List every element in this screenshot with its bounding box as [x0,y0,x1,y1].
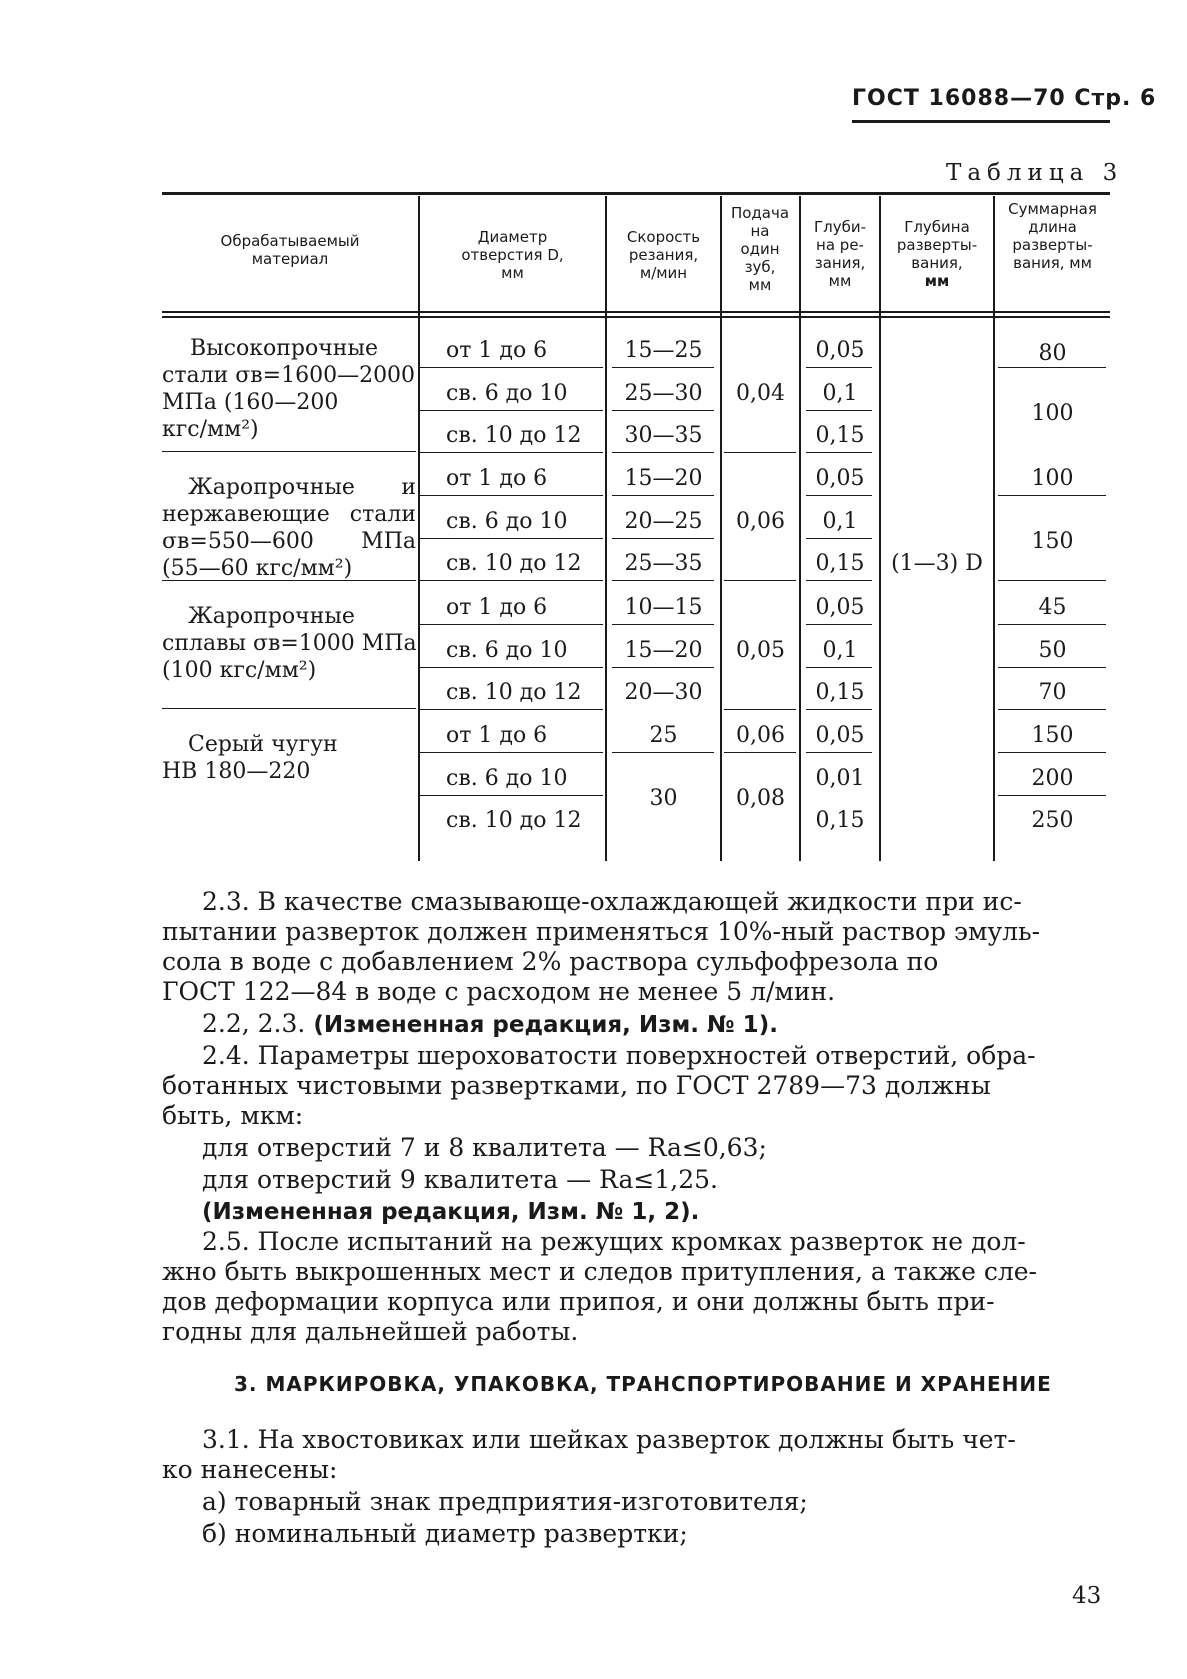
diameter-cell: св. 10 до 12 [446,423,582,448]
table-top-rule [162,192,1110,195]
length-cell: 100 [1031,466,1074,491]
depth-cell: 0,01 [815,766,865,791]
diameter-cell: от 1 до 6 [446,466,548,491]
row-rule [612,752,714,753]
row-rule [420,709,603,710]
header-cell-cut-depth: Глуби- на ре- зания, мм [813,218,867,290]
length-cell: 45 [1038,595,1067,620]
amendment-note: (Измененная редакция, Изм. № 1, 2). [202,1199,700,1225]
row-rule [612,452,714,453]
amendment-note: 2.2, 2.3. (Измененная редакция, Изм. № 1). [202,1009,778,1038]
length-cell: 200 [1031,766,1074,791]
header-cell-material: Обрабатываемый материал [220,232,360,268]
depth-cell: 0,1 [822,381,858,406]
row-rule [998,580,1106,581]
diameter-cell: от 1 до 6 [446,338,548,363]
material-cell: Серый чугун НВ 180—220 [162,732,338,784]
row-rule [420,580,603,581]
header-cell-diameter: Диаметр отверстия D, мм [461,228,564,282]
row-rule [998,709,1106,710]
material-cell: Жаропрочные и нержавеющие стали σв=550—600 МПа (55—60 кгс/мм²) [162,475,416,581]
row-rule [724,580,796,581]
depth-cell: 0,1 [822,638,858,663]
speed-cell: 15—20 [624,638,703,663]
depth-cell: 0,15 [815,423,865,448]
depth-cell: 0,15 [815,551,865,576]
length-cell: 50 [1038,638,1067,663]
document-header-code: ГОСТ 16088—70 Стр. 6 [852,86,1157,111]
table-title: Таблица 3 [946,160,1124,186]
header-rule-1 [162,311,1110,313]
depth-cell: 0,15 [815,808,865,833]
speed-cell: 15—25 [624,338,703,363]
diameter-cell: св. 10 до 12 [446,808,582,833]
depth-cell: 0,05 [815,723,865,748]
row-rule [420,795,603,796]
speed-cell: 20—25 [624,509,703,534]
row-rule [806,538,872,539]
diameter-cell: св. 6 до 10 [446,766,568,791]
row-rule [612,624,714,625]
feed-cell: 0,04 [736,381,785,406]
header-rule-2 [162,316,1110,318]
depth-cell: 0,05 [815,595,865,620]
row-rule [612,495,714,496]
row-rule [998,624,1106,625]
row-rule [998,795,1106,796]
speed-cell: 30—35 [624,423,703,448]
row-rule [724,709,796,710]
row-rule [612,410,714,411]
group-rule [162,451,416,452]
header-cell-total-length: Суммарная длина разверты- вания, мм [1008,200,1097,272]
col-divider-1 [418,196,420,861]
speed-cell: 30 [649,786,678,811]
row-rule [806,452,872,453]
speed-cell: 25—30 [624,381,703,406]
diameter-cell: от 1 до 6 [446,723,548,748]
row-rule [806,367,872,368]
col-divider-5 [879,196,881,861]
row-rule [806,580,872,581]
row-rule [420,452,603,453]
feed-cell: 0,08 [736,786,785,811]
speed-cell: 20—30 [624,680,703,705]
diameter-cell: св. 6 до 10 [446,381,568,406]
section-3-title: 3. МАРКИРОВКА, УПАКОВКА, ТРАНСПОРТИРОВАНИЕ И ХРАНЕНИЕ [234,1372,1052,1396]
row-rule [420,495,603,496]
row-rule [724,452,796,453]
page-number: 43 [1072,1583,1102,1609]
diameter-cell: св. 6 до 10 [446,638,568,663]
length-cell: 80 [1038,341,1067,366]
speed-cell: 10—15 [624,595,703,620]
speed-cell: 25—35 [624,551,703,576]
row-rule [420,667,603,668]
header-rule [852,120,1110,123]
header-cell-feed: Подача на один зуб, мм [730,204,790,294]
diameter-cell: от 1 до 6 [446,595,548,620]
group-rule [162,708,416,709]
row-rule [420,538,603,539]
row-rule [612,580,714,581]
diameter-cell: св. 10 до 12 [446,551,582,576]
row-rule [806,752,872,753]
feed-cell: 0,06 [736,723,785,748]
feed-cell: 0,06 [736,509,785,534]
row-rule [724,752,796,753]
material-cell: Высокопрочные стали σв=1600—2000 МПа (160—200 кгс/мм²) [162,336,416,442]
length-cell: 70 [1038,680,1067,705]
row-rule [420,624,603,625]
diameter-cell: св. 6 до 10 [446,509,568,534]
depth-cell: 0,05 [815,338,865,363]
depth-cell: 0,05 [815,466,865,491]
row-rule [420,752,603,753]
diameter-cell: св. 10 до 12 [446,680,582,705]
row-rule [998,667,1106,668]
row-rule [420,367,603,368]
row-rule [806,410,872,411]
feed-cell: 0,05 [736,638,785,663]
row-rule [806,624,872,625]
header-cell-ream-depth: Глубина разверты- вания, мм [896,218,978,290]
length-cell: 150 [1031,723,1074,748]
row-rule [612,667,714,668]
row-rule [806,667,872,668]
row-rule [612,367,714,368]
row-rule [806,709,872,710]
row-rule [420,410,603,411]
row-rule [612,538,714,539]
reaming-depth-cell: (1—3) D [891,551,983,576]
row-rule [998,495,1106,496]
row-rule [998,752,1106,753]
length-cell: 250 [1031,808,1074,833]
header-cell-speed: Скорость резания, м/мин [626,228,701,282]
length-cell: 150 [1031,529,1074,554]
speed-cell: 15—20 [624,466,703,491]
row-rule [806,495,872,496]
length-cell: 100 [1031,401,1074,426]
depth-cell: 0,1 [822,509,858,534]
speed-cell: 25 [649,723,678,748]
material-cell: Жаропрочные сплавы σв=1000 МПа (100 кгс/мм²) [162,604,417,683]
depth-cell: 0,15 [815,680,865,705]
